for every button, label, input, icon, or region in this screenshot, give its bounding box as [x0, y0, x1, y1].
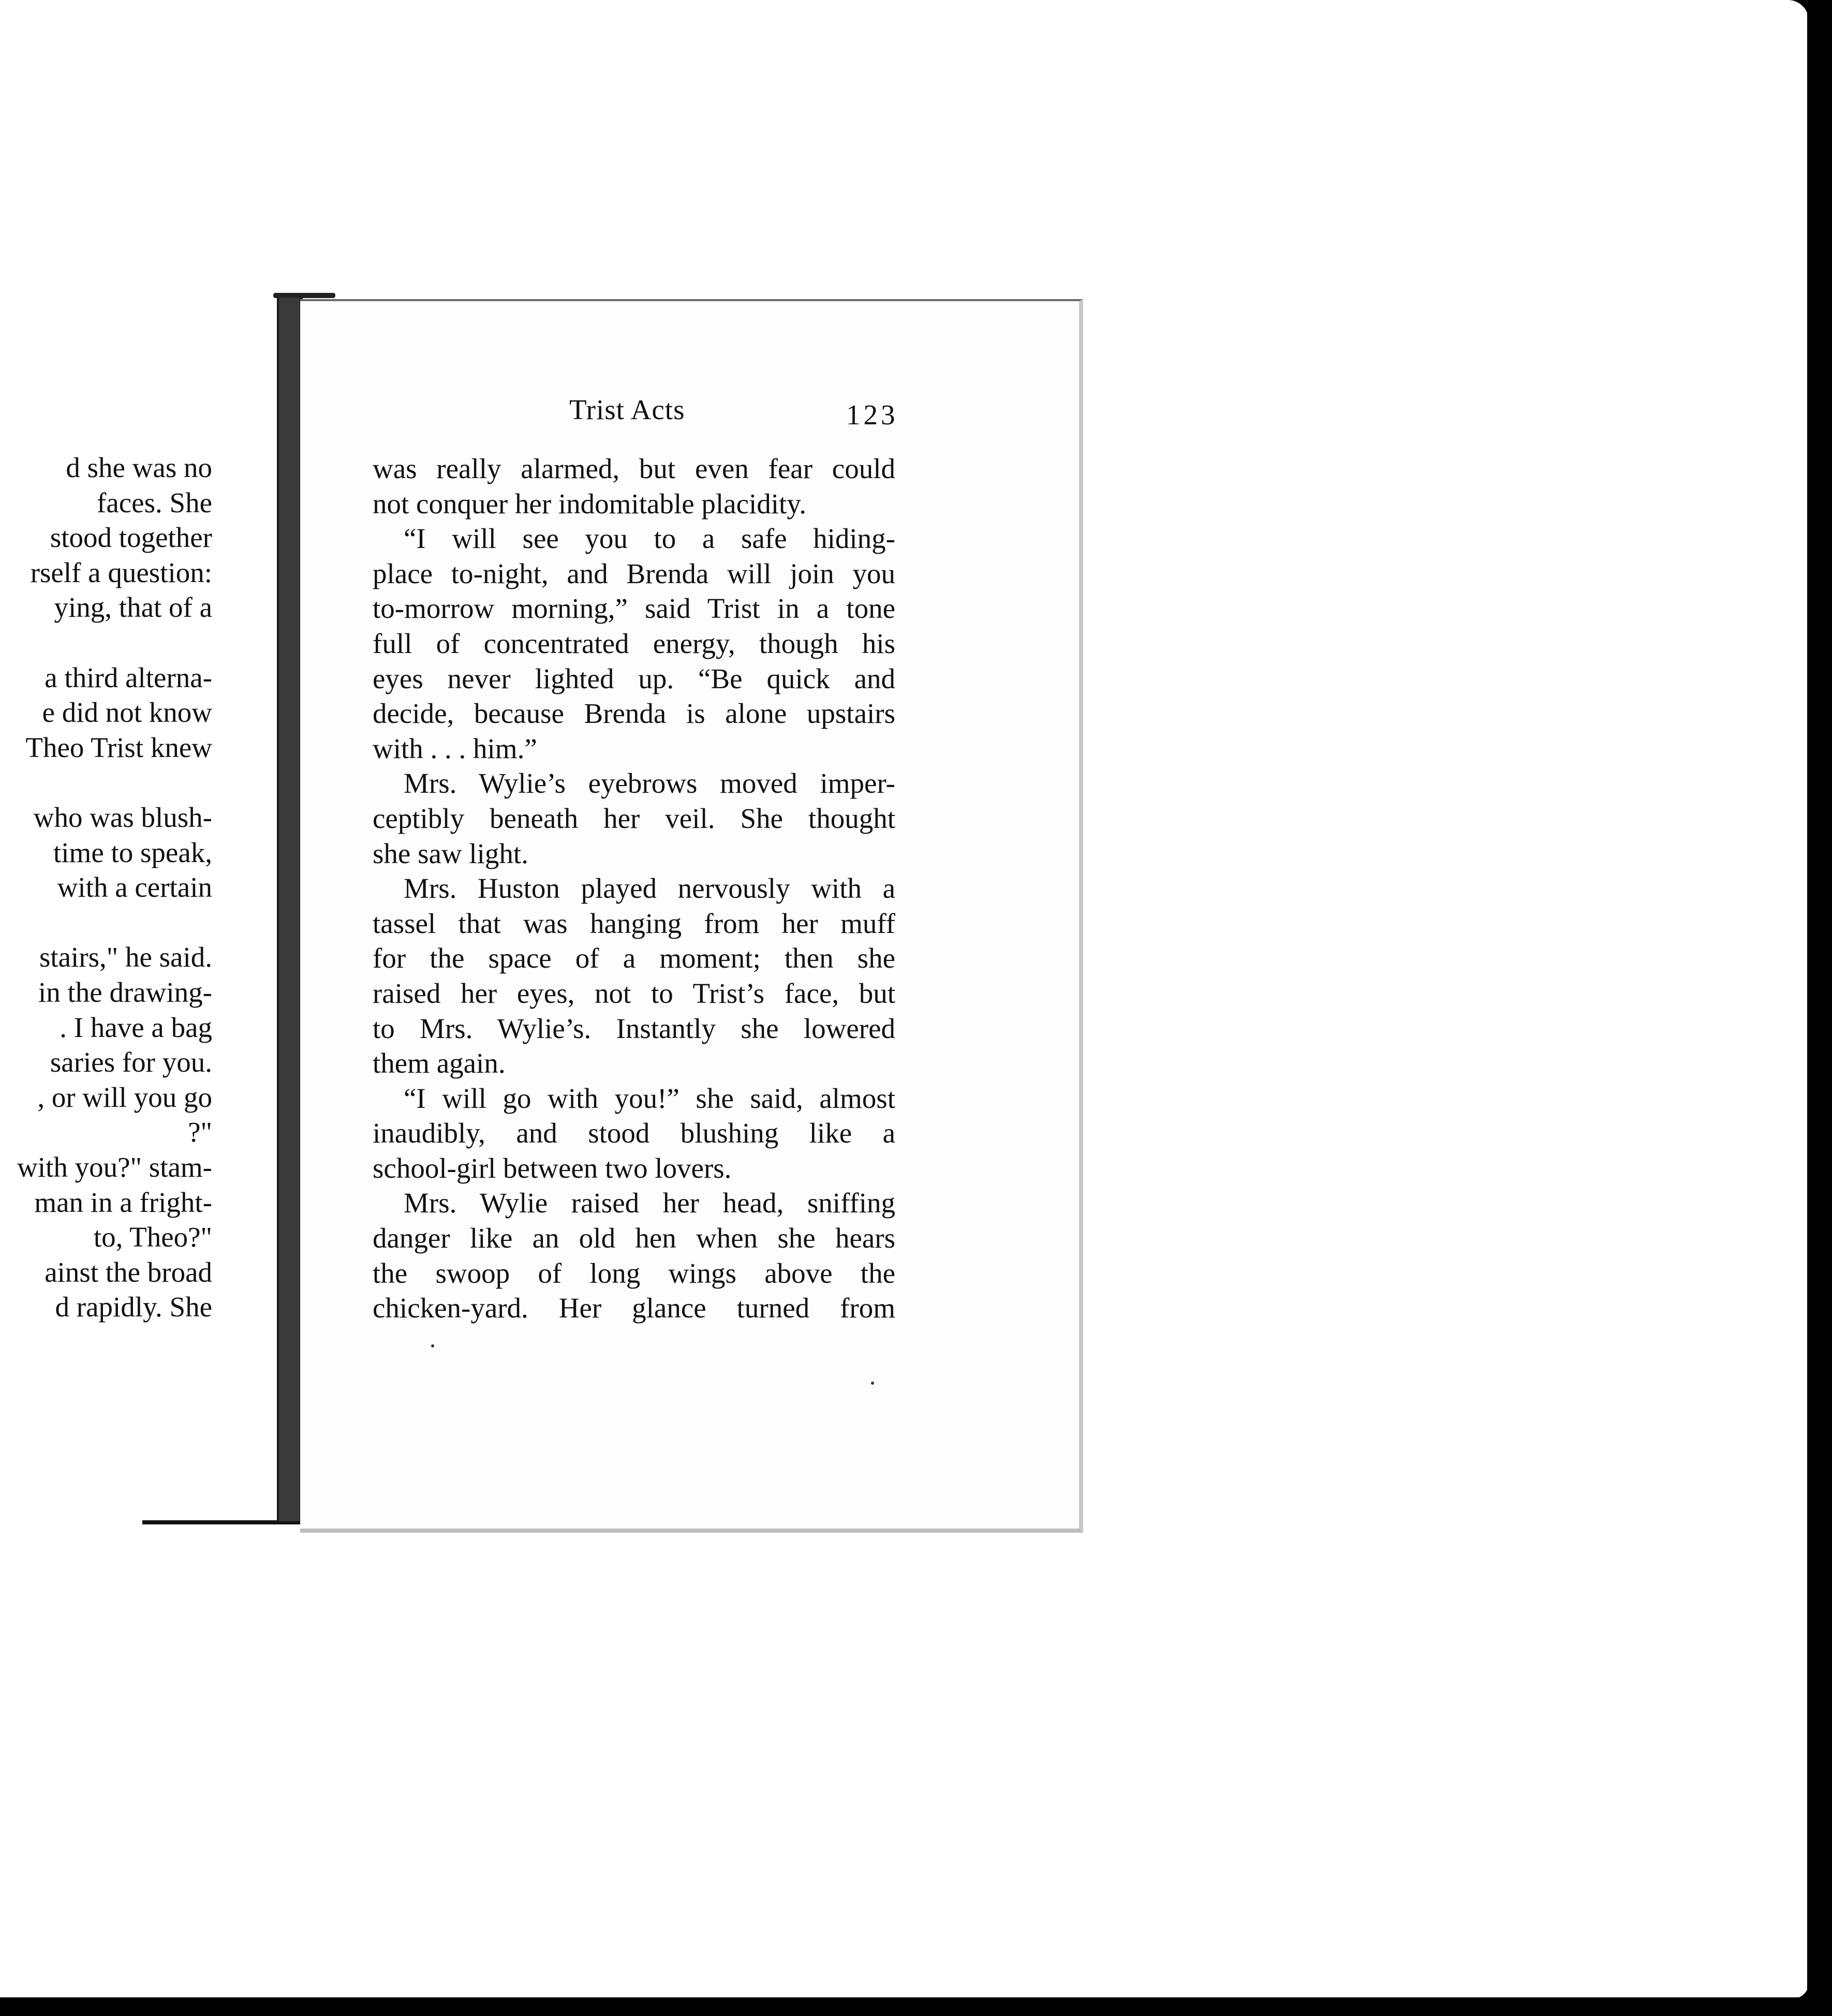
body-text-line: Mrs. Wylie’s eyebrows moved imper- — [404, 767, 895, 799]
left-page-line: man in a fright- — [34, 1186, 212, 1218]
left-page-line: a third alterna- — [45, 661, 212, 693]
right-page-body-text — [373, 451, 895, 1326]
left-page-line: rself a question: — [30, 556, 212, 588]
left-page-line: faces. She — [97, 486, 212, 518]
book-spine-gutter — [277, 298, 303, 1521]
running-head: Trist Acts — [569, 394, 685, 425]
left-page-line: , or will you go — [37, 1081, 212, 1113]
body-text-line: ceptibly beneath her veil. She thought — [373, 802, 895, 834]
left-page-line: with a certain — [57, 871, 212, 903]
body-text-line: “I will go with you!” she said, almost — [404, 1082, 895, 1114]
body-text-line: eyes never lighted up. “Be quick and — [373, 662, 895, 694]
body-text-line: for the space of a moment; then she — [373, 942, 895, 974]
left-page-line: stood together — [50, 522, 212, 554]
left-page-line: who was blush- — [33, 802, 212, 833]
scan-bottom-edge — [0, 1997, 1832, 2016]
left-page-line: stairs," he said. — [39, 941, 212, 973]
body-text-line: place to-night, and Brenda will join you — [373, 557, 895, 589]
body-text-line: Mrs. Huston played nervously with a — [404, 872, 895, 905]
body-text-line: to-morrow morning,” said Trist in a tone — [373, 592, 895, 625]
body-text-line: with . . . him.” — [373, 732, 537, 764]
left-page-line: time to speak, — [53, 836, 212, 868]
left-page-line: saries for you. — [50, 1046, 212, 1078]
body-text-line: was really alarmed, but even fear could — [373, 453, 895, 484]
page-number: 123 — [846, 399, 898, 431]
body-text-line: to Mrs. Wylie’s. Instantly she lowered — [373, 1012, 895, 1044]
left-page-line: d she was no — [66, 452, 212, 483]
body-text-line: the swoop of long wings above the — [373, 1257, 895, 1289]
body-text-line: “I will see you to a safe hiding- — [404, 523, 895, 555]
left-page-line: e did not know — [42, 696, 212, 729]
left-page-line: d rapidly. She — [55, 1291, 212, 1323]
left-page-line: with you?" stam- — [17, 1151, 212, 1183]
scan-speck — [431, 1344, 434, 1347]
body-text-line: danger like an old hen when she hears — [373, 1222, 895, 1254]
body-text-line: not conquer her indomitable placidity. — [373, 487, 806, 520]
left-page-line: . I have a bag — [60, 1011, 212, 1043]
body-text-line: inaudibly, and stood blushing like a — [373, 1117, 895, 1149]
left-page-line: ying, that of a — [54, 591, 212, 624]
body-text-line: she saw light. — [373, 837, 528, 869]
body-text-line: raised her eyes, not to Trist’s face, but — [373, 977, 895, 1009]
left-page-line: ?" — [188, 1116, 212, 1148]
scan-speck — [871, 1382, 874, 1385]
body-text-line: chicken-yard. Her glance turned from — [373, 1292, 895, 1324]
body-text-line: decide, because Brenda is alone upstairs — [373, 698, 895, 730]
body-text-line: tassel that was hanging from her muff — [373, 907, 895, 939]
body-text-line: them again. — [373, 1047, 506, 1079]
body-text-line: full of concentrated energy, though his — [373, 627, 895, 659]
left-page — [0, 295, 279, 1526]
scan-right-edge — [1807, 0, 1832, 2016]
body-text-line: Mrs. Wylie raised her head, sniffing — [404, 1187, 895, 1219]
left-page-line: to, Theo?" — [93, 1221, 212, 1253]
left-page-line: Theo Trist knew — [25, 731, 212, 763]
left-page-line: ainst the broad — [45, 1256, 212, 1288]
left-page-line: in the drawing- — [38, 976, 212, 1008]
body-text-line: school-girl between two lovers. — [373, 1152, 732, 1184]
